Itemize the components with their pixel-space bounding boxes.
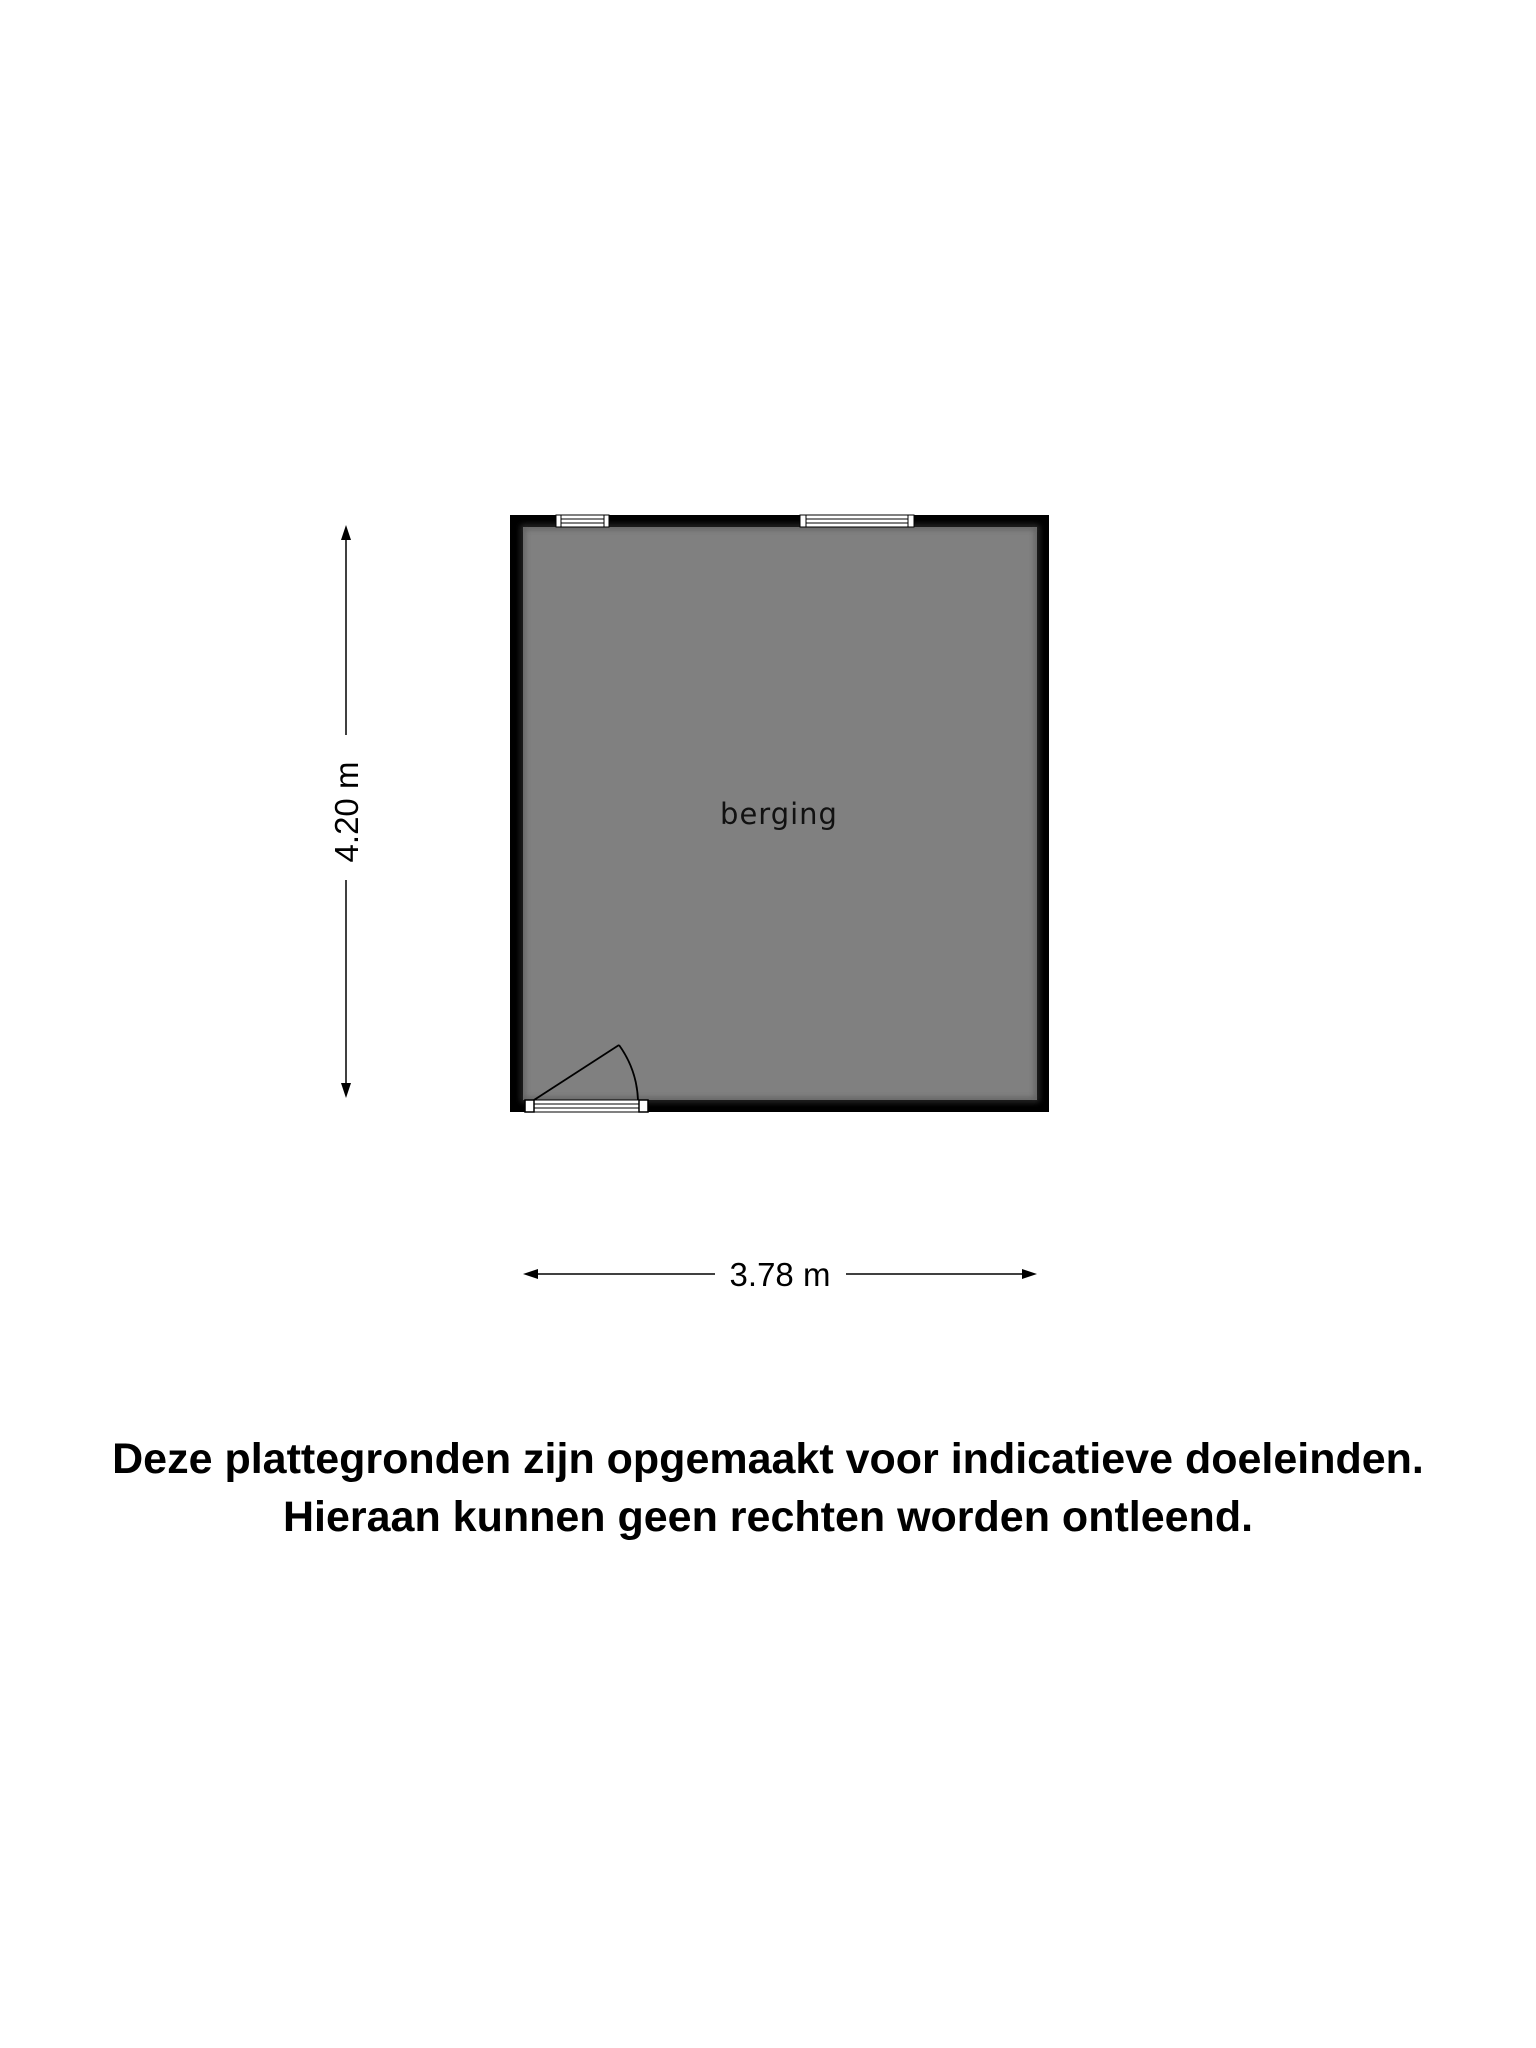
room-label: berging — [720, 797, 838, 831]
height-label: 4.20 m — [328, 761, 365, 863]
arrow-down-icon — [341, 1083, 351, 1098]
disclaimer-line-2: Hieraan kunnen geen rechten worden ontleend. — [282, 1493, 1254, 1541]
arrow-up-icon — [341, 525, 351, 540]
disclaimer-line-1: Deze plattegronden zijn opgemaakt voor indicatieve doeleinden. — [112, 1435, 1424, 1483]
window-icon — [800, 515, 914, 527]
arrow-right-icon — [1022, 1269, 1037, 1279]
window-icon — [556, 515, 609, 527]
arrow-left-icon — [523, 1269, 538, 1279]
width-label: 3.78 m — [729, 1256, 831, 1293]
